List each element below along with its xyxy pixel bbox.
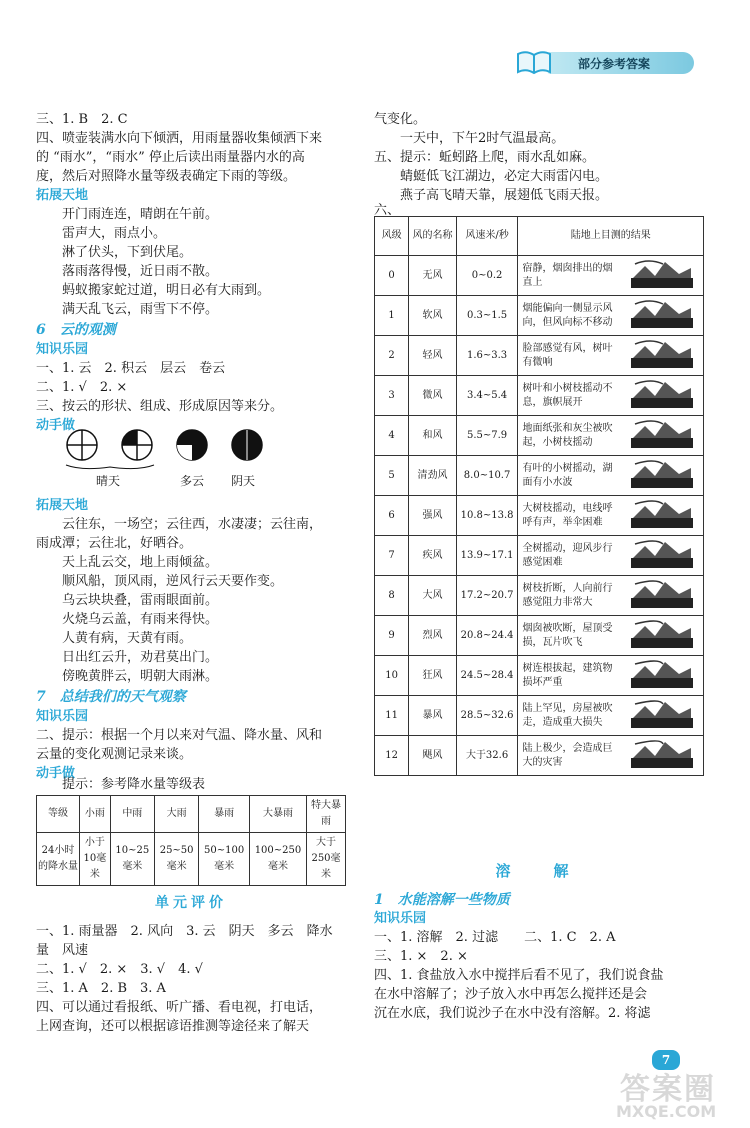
proverb-line: 雨成潭；云往北，好晒谷。	[36, 536, 193, 551]
answer-line: 云量的变化观测记录来谈。	[36, 747, 193, 762]
wind-header-row	[375, 217, 704, 256]
answer-line: 一、1. 雨量器 2. 风向 3. 云 阴天 多云 降水	[36, 924, 333, 939]
rain-header-cell: 特大暴雨	[307, 796, 346, 833]
section-label: 知识乐园	[374, 911, 427, 926]
unit-review-title: 单元评价	[155, 895, 227, 911]
wind-row	[375, 376, 704, 416]
section-label: 知识乐园	[36, 709, 89, 724]
wind-row	[375, 616, 704, 656]
wind-observation-cell: 有叶的小树摇动，湖面有小水波	[518, 456, 621, 496]
wind-cell: 暴风	[409, 696, 456, 736]
wind-row	[375, 656, 704, 696]
wind-header-cell: 陆地上目测的结果	[518, 217, 704, 256]
wind-table-body	[375, 256, 704, 776]
wind-cell: 3.4~5.4	[456, 376, 518, 416]
wind-row	[375, 536, 704, 576]
wind-observation-cell: 树枝折断，人向前行感觉阻力非常大	[518, 576, 621, 616]
section-label: 动手做	[36, 418, 76, 433]
section-label: 知识乐园	[36, 342, 89, 357]
lesson-title: 1 水能溶解一些物质	[374, 892, 510, 908]
wind-cell: 1.6~3.3	[456, 336, 518, 376]
wind-row	[375, 296, 704, 336]
answer-line: 三、1. A 2. B 3. A	[36, 981, 166, 996]
wind-cell: 0	[375, 256, 409, 296]
wind-observation-cell: 树叶和小树枝摇动不息，旗帜展开	[518, 376, 621, 416]
wind-cell: 强风	[409, 496, 456, 536]
answer-line: 四、可以通过看报纸、听广播、看电视，打电话，	[36, 1000, 323, 1015]
rain-header-cell: 等级	[37, 796, 80, 833]
proverb-line: 日出红云升，劝君莫出门。	[62, 650, 219, 665]
wind-cell: 17.2~20.7	[456, 576, 518, 616]
answer-line: 气变化。	[374, 112, 427, 127]
wind-cell: 8.0~10.7	[456, 456, 518, 496]
proverb-line: 淋了伏头，下到伏尾。	[62, 245, 193, 260]
answer-line: 提示：参考降水量等级表	[62, 777, 206, 792]
watermark-site: MXQE.COM	[616, 1102, 717, 1121]
rain-value-cell: 25~50毫米	[154, 833, 198, 886]
proverb-line: 满天乱飞云，雨雪下不停。	[62, 302, 219, 317]
overcast-circle	[232, 430, 262, 460]
answer-line: 五、提示：蚯蚓路上爬，雨水乱如麻。	[374, 150, 596, 165]
wind-illustration	[621, 616, 703, 656]
proverb-line: 云往东，一场空；云往西，水凄凄；云往南，	[62, 517, 323, 532]
wind-header-cell: 风速米/秒	[456, 217, 518, 256]
wind-row	[375, 416, 704, 456]
wind-illustration	[621, 416, 703, 456]
wind-observation-cell: 陆上极少，会造成巨大的灾害	[518, 736, 621, 776]
rain-header-cell: 中雨	[110, 796, 154, 833]
wind-observation-cell: 树连根拔起，建筑物损坏严重	[518, 656, 621, 696]
partly-cloudy-circle	[122, 430, 152, 460]
answer-line: 六、	[374, 203, 401, 218]
answer-line: 三、1. × 2. ×	[374, 949, 468, 964]
proverb-line: 人黄有病，天黄有雨。	[62, 631, 193, 646]
wind-cell: 2	[375, 336, 409, 376]
wind-cell: 1	[375, 296, 409, 336]
rain-value-cell: 10~25毫米	[110, 833, 154, 886]
lesson-title: 7 总结我们的天气观察	[36, 689, 186, 705]
answer-line: 二、提示：根据一个月以来对气温、降水量、风和	[36, 728, 323, 743]
wind-observation-cell: 脸部感觉有风，树叶有微响	[518, 336, 621, 376]
answer-line: 一天中，下午2时气温最高。	[400, 131, 565, 146]
section-label: 拓展天地	[36, 498, 89, 513]
answer-line: 三、按云的形状、组成、形成原因等来分。	[36, 399, 284, 414]
answer-line: 四、1. 食盐放入水中搅拌后看不见了，我们说食盐	[374, 968, 664, 983]
unit-review-heading	[36, 892, 346, 912]
wind-scale-table	[374, 216, 704, 776]
wind-illustration	[621, 376, 703, 416]
proverb-line: 落雨落得慢，近日雨不散。	[62, 264, 219, 279]
wind-header-cell: 风级	[375, 217, 409, 256]
wind-cell: 轻风	[409, 336, 456, 376]
rainfall-table	[36, 795, 346, 886]
answer-line: 四、喷壶装满水向下倾洒，用雨量器收集倾洒下来	[36, 131, 323, 146]
wind-cell: 11	[375, 696, 409, 736]
wind-observation-cell: 烟囱被吹断，屋顶受损，瓦片吹飞	[518, 616, 621, 656]
answer-line: 上网查询，还可以根据谚语推测等途径来了解天	[36, 1019, 310, 1034]
wind-cell: 24.5~28.4	[456, 656, 518, 696]
wind-observation-cell: 宿静，烟囱排出的烟直上	[518, 256, 621, 296]
rain-header-cell: 大暴雨	[249, 796, 306, 833]
rain-header-cell: 大雨	[154, 796, 198, 833]
overcast-label: 阴天	[231, 474, 256, 488]
wind-row	[375, 496, 704, 536]
answer-line: 一、1. 溶解 2. 过滤 二、1. C 2. A	[374, 930, 616, 945]
answer-line: 二、1. √ 2. ×	[36, 380, 128, 395]
wind-row	[375, 736, 704, 776]
wind-cell: 和风	[409, 416, 456, 456]
wind-cell: 大于32.6	[456, 736, 518, 776]
wind-cell: 12	[375, 736, 409, 776]
wind-cell: 0~0.2	[456, 256, 518, 296]
cloudy-label: 多云	[180, 474, 205, 488]
proverb-line: 天上乱云交，地上雨倾盆。	[62, 555, 219, 570]
rain-header-cell: 小雨	[80, 796, 111, 833]
wind-cell: 疾风	[409, 536, 456, 576]
wind-illustration	[621, 456, 703, 496]
wind-illustration	[621, 336, 703, 376]
answer-line: 蜻蜓低飞江湖边，必定大雨雷闪电。	[400, 169, 609, 184]
wind-row	[375, 696, 704, 736]
book-icon	[514, 44, 554, 78]
answer-line: 量 风速	[36, 943, 89, 958]
proverb-line: 蚂蚁搬家蛇过道，明日必有大雨到。	[62, 283, 271, 298]
wind-illustration	[621, 736, 703, 776]
answer-line: 沉在水底，我们说沙子在水中没有溶解。2. 将滤	[374, 1006, 651, 1021]
wind-cell: 大风	[409, 576, 456, 616]
wind-observation-cell: 全树摇动，迎风步行感觉困难	[518, 536, 621, 576]
wind-row	[375, 256, 704, 296]
wind-cell: 5.5~7.9	[456, 416, 518, 456]
wind-cell: 13.9~17.1	[456, 536, 518, 576]
answer-line: 二、1. √ 2. × 3. √ 4. √	[36, 962, 203, 977]
wind-cell: 10.8~13.8	[456, 496, 518, 536]
wind-observation-cell: 陆上罕见，房屋被吹走，造成重大损失	[518, 696, 621, 736]
page-header	[512, 44, 694, 78]
rain-value-cell: 50~100毫米	[199, 833, 250, 886]
wind-row	[375, 576, 704, 616]
wind-cell: 飓风	[409, 736, 456, 776]
proverb-line: 傍晚黄胖云，明朝大雨淋。	[62, 669, 219, 684]
rain-header-cell: 暴雨	[199, 796, 250, 833]
wind-cell: 狂风	[409, 656, 456, 696]
proverb-line: 雷声大，雨点小。	[62, 226, 167, 241]
answer-line: 燕子高飞晴天靠，展翅低飞雨天报。	[400, 188, 609, 203]
rainfall-header-row	[37, 796, 346, 833]
cloudy-circle	[177, 430, 207, 460]
wind-illustration	[621, 576, 703, 616]
clear-sky-circle	[67, 430, 97, 460]
wind-cell: 7	[375, 536, 409, 576]
clear-sky-label: 晴天	[96, 474, 121, 488]
page-number: 7	[652, 1050, 680, 1070]
wind-cell: 20.8~24.4	[456, 616, 518, 656]
lesson-title: 6 云的观测	[36, 322, 116, 338]
rainfall-value-row	[37, 833, 346, 886]
proverb-line: 火烧乌云盖，有雨来得快。	[62, 612, 219, 627]
wind-observation-cell: 大树枝摇动，电线呼呼有声，举伞困难	[518, 496, 621, 536]
answer-line: 三、1. B 2. C	[36, 112, 128, 127]
watermark	[612, 1062, 742, 1124]
rain-value-cell: 大于250毫米	[307, 833, 346, 886]
wind-row	[375, 336, 704, 376]
watermark-logo: 答案圈	[620, 1072, 716, 1107]
proverb-line: 开门雨连连，晴朗在午前。	[62, 207, 219, 222]
wind-cell: 微风	[409, 376, 456, 416]
wind-observation-cell: 地面纸张和灰尘被吹起，小树枝摇动	[518, 416, 621, 456]
wind-illustration	[621, 696, 703, 736]
dissolve-title: 溶 解	[495, 862, 583, 880]
wind-illustration	[621, 496, 703, 536]
wind-cell: 0.3~1.5	[456, 296, 518, 336]
section-label: 拓展天地	[36, 188, 89, 203]
wind-illustration	[621, 256, 703, 296]
wind-observation-cell: 烟能偏向一侧显示风向，但风向标不移动	[518, 296, 621, 336]
wind-cell: 3	[375, 376, 409, 416]
wind-cell: 9	[375, 616, 409, 656]
wind-header-cell: 风的名称	[409, 217, 456, 256]
wind-cell: 烈风	[409, 616, 456, 656]
wind-row	[375, 456, 704, 496]
wind-cell: 5	[375, 456, 409, 496]
wind-cell: 8	[375, 576, 409, 616]
proverb-line: 顺风船，顶风雨，逆风行云天要作变。	[62, 574, 284, 589]
wind-cell: 4	[375, 416, 409, 456]
answer-line: 一、1. 云 2. 积云 层云 卷云	[36, 361, 226, 376]
wind-illustration	[621, 536, 703, 576]
wind-cell: 清劲风	[409, 456, 456, 496]
dissolve-heading	[374, 860, 704, 881]
wind-cell: 10	[375, 656, 409, 696]
answer-line: 度，然后对照降水量等级表确定下雨的等级。	[36, 169, 297, 184]
wind-illustration	[621, 656, 703, 696]
wind-illustration	[621, 296, 703, 336]
section-label: 动手做	[36, 766, 76, 781]
rain-value-cell: 100~250毫米	[249, 833, 306, 886]
proverb-line: 乌云块块叠，雷雨眼面前。	[62, 593, 219, 608]
answer-line: 的 “雨水”，“雨水” 停止后读出雨量器内水的高	[36, 150, 305, 165]
wind-cell: 6	[375, 496, 409, 536]
rain-row-label: 24小时的降水量	[37, 833, 80, 886]
answer-line: 在水中溶解了；沙子放入水中再怎么搅拌还是会	[374, 987, 648, 1002]
wind-cell: 28.5~32.6	[456, 696, 518, 736]
wind-cell: 软风	[409, 296, 456, 336]
rain-value-cell: 小于10毫米	[80, 833, 111, 886]
wind-cell: 无风	[409, 256, 456, 296]
header-title: 部分参考答案	[578, 57, 651, 71]
